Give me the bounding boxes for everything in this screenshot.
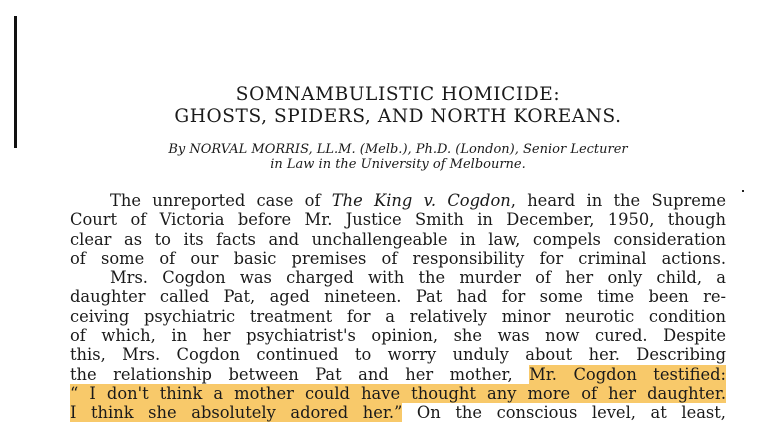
scan-speck: [742, 190, 744, 192]
paragraph-2-line-5: this, Mrs. Cogdon continued to worry unduly about her. Describing: [70, 345, 726, 365]
highlighted-quote-end: I think she absolutely adored her.”: [70, 403, 403, 423]
paragraph-1-line-3: clear as to its facts and unchallengeable in law, compels consideration: [70, 229, 726, 249]
paragraph-2-line-3: ceiving psychiatric treatment for a relatively minor neurotic condition: [70, 306, 726, 326]
paragraph-2-line-2: daughter called Pat, aged nineteen. Pat had for some time been re-: [70, 287, 726, 307]
scan-margin-mark: [14, 16, 17, 148]
highlighted-quote-middle: “ I don't think a mother could have thought any more of her daughter.: [70, 383, 726, 403]
byline-line-2: in Law in the University of Melbourne.: [270, 157, 526, 172]
paragraph-2-line-8: I think she absolutely adored her.” On the conscious level, at least,: [70, 403, 726, 423]
paragraph-1-line-4: of some of our basic premises of responsibility for criminal actions.: [70, 248, 726, 268]
byline-line-1: By NORVAL MORRIS, LL.M. (Melb.), Ph.D. (London), Senior Lecturer: [168, 142, 628, 157]
document-page: [70, 84, 726, 423]
paragraph-2-line-4: of which, in her psychiatrist's opinion, she was now cured. Despite: [70, 326, 726, 346]
paragraph-2-line-6: the relationship between Pat and her mother, Mr. Cogdon testified:: [70, 364, 726, 384]
paragraph-2-line-7: [70, 384, 726, 403]
paragraph-1-line-1: The unreported case of The King v. Cogdon, heard in the Supreme: [110, 191, 726, 210]
article-byline: [70, 142, 726, 172]
title-line-1: SOMNAMBULISTIC HOMICIDE:: [235, 84, 561, 105]
highlighted-quote-start: Mr. Cogdon testified:: [529, 364, 726, 384]
title-line-2: GHOSTS, SPIDERS, AND NORTH KOREANS.: [174, 106, 622, 127]
paragraph-2-line-1: Mrs. Cogdon was charged with the murder of her only child, a: [110, 268, 726, 288]
paragraph-1-line-2: Court of Victoria before Mr. Justice Smith in December, 1950, though: [70, 210, 726, 230]
article-body: [70, 191, 726, 423]
article-title: [70, 84, 726, 128]
case-name: The King v. Cogdon: [331, 191, 511, 210]
